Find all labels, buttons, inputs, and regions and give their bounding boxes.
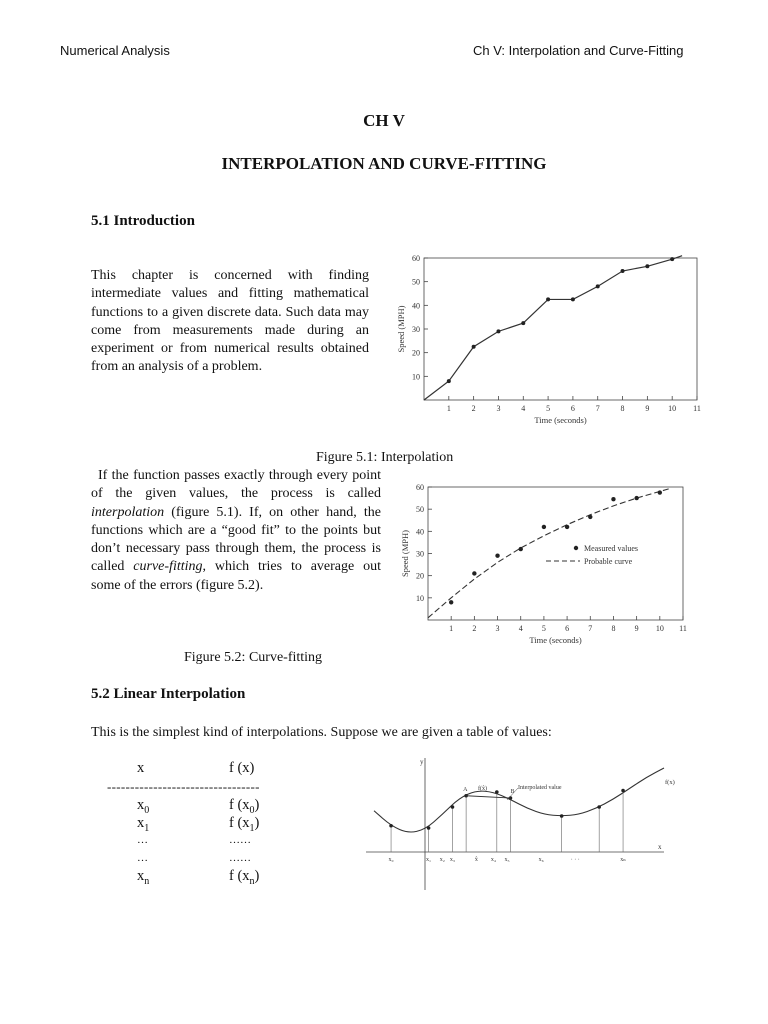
interpolation-paragraph xyxy=(91,467,381,595)
x-tick-label: 4 xyxy=(521,404,526,413)
intro-paragraph: This chapter is concerned with finding intermediate values and fitting mathematical functions to a given discrete data. Such data may come from measurements made during an experiment or from numerical results obtained from an analysis of a problem. xyxy=(91,268,369,375)
y-tick-label: 60 xyxy=(412,254,420,263)
x-axis-label: x xyxy=(658,843,662,851)
y-tick-label: 30 xyxy=(412,325,420,334)
linear-intro: This is the simplest kind of interpolations. Suppose we are given a table of values: xyxy=(91,725,552,740)
term-curve-fitting: curve-fitting xyxy=(133,559,203,575)
measured-point xyxy=(519,547,523,551)
x-tick-label: 11 xyxy=(679,624,687,633)
data-point xyxy=(521,321,525,325)
measured-point xyxy=(472,571,476,575)
legend-label-probable: Probable curve xyxy=(584,557,633,566)
data-point xyxy=(596,284,600,288)
data-point xyxy=(472,345,476,349)
y-tick-label: 40 xyxy=(416,527,424,537)
table-row-value: f $(x_n)$ xyxy=(229,868,260,887)
y-tick-label: 20 xyxy=(416,571,424,581)
function-curve xyxy=(374,768,664,832)
table-header-x: x xyxy=(137,760,145,776)
table-row-value: f $(x_1)$ xyxy=(229,815,260,834)
axis-tick-label: x₅ xyxy=(504,857,510,863)
table-row: … xyxy=(137,852,148,864)
y-axis-label: y xyxy=(420,758,424,766)
y-tick-label: 10 xyxy=(416,593,424,603)
data-point xyxy=(546,297,550,301)
x-tick-label: 2 xyxy=(471,404,476,413)
x-tick-label: 5 xyxy=(541,624,546,633)
axis-tick-label: · · · xyxy=(570,857,580,863)
section-heading-intro: 5.1 Introduction xyxy=(91,213,195,229)
axis-tick-label: x₄ xyxy=(490,857,496,863)
axis-tick-label: x₂ xyxy=(439,857,445,863)
x-tick-label: 6 xyxy=(565,624,570,633)
y-tick-label: 20 xyxy=(412,348,420,358)
x-tick-label: 8 xyxy=(611,624,616,633)
y-tick-label: 10 xyxy=(412,372,420,382)
sample-point xyxy=(495,790,499,794)
term-interpolation: interpolation xyxy=(91,504,165,520)
table-row: $x_1$ xyxy=(137,815,150,834)
x-tick-label: 7 xyxy=(595,404,600,413)
y-axis-label: Speed (MPH) xyxy=(396,305,406,353)
header-right: Ch V: Interpolation and Curve-Fitting xyxy=(473,43,684,58)
sample-point xyxy=(451,805,455,809)
figure-5-2-caption: Figure 5.2: Curve-fitting xyxy=(184,650,323,665)
table-row-value: f $(x_0)$ xyxy=(229,797,260,816)
sample-point xyxy=(427,826,431,830)
x-tick-label: 8 xyxy=(620,404,625,413)
y-tick-label: 40 xyxy=(412,301,420,311)
x-tick-label: 5 xyxy=(546,404,551,413)
measured-point xyxy=(611,497,615,501)
x-tick-label: 1 xyxy=(449,624,454,633)
fxhat-label: f(x̂) xyxy=(478,786,487,792)
paragraph-text-1: If the function passes exactly through every point of the given values, the process is called xyxy=(91,468,381,502)
axis-tick-label: x̂ xyxy=(474,857,478,863)
y-tick-label: 60 xyxy=(416,483,424,492)
measured-point xyxy=(658,490,662,494)
x-tick-label: 10 xyxy=(655,624,664,633)
chapter-number: CH V xyxy=(363,111,405,130)
figure-linear-interpolation xyxy=(362,752,692,892)
paragraph-text-3: , which tries to average out some of the errors (figure 5.2). xyxy=(91,559,381,593)
speed-line xyxy=(424,256,682,400)
table-row: $x_0$ xyxy=(137,797,150,816)
data-point xyxy=(447,379,451,383)
y-axis-label: Speed (MPH) xyxy=(400,530,410,577)
x-tick-label: 3 xyxy=(495,624,500,633)
x-tick-label: 1 xyxy=(446,404,451,413)
measured-point xyxy=(634,496,638,500)
legend-label-measured: Measured values xyxy=(584,544,638,553)
table-row-value: …… xyxy=(229,834,251,846)
data-point xyxy=(571,297,575,301)
point-label-b: B xyxy=(510,789,515,795)
measured-point xyxy=(542,525,546,529)
fx-label: f(x) xyxy=(665,779,675,786)
axis-tick-label: xₙ xyxy=(620,857,626,863)
table-separator: --------------------------------- xyxy=(107,779,260,794)
table-row: $x_n$ xyxy=(137,868,150,887)
x-axis-label: Time (seconds) xyxy=(534,415,587,425)
x-tick-label: 9 xyxy=(645,404,650,413)
interp-label: Interpolated value xyxy=(518,785,562,791)
point-label-a: A xyxy=(463,786,468,793)
sample-point xyxy=(621,789,625,793)
data-point xyxy=(645,264,649,268)
sample-point xyxy=(389,824,393,828)
chapter-title: INTERPOLATION AND CURVE-FITTING xyxy=(221,154,547,173)
sample-point xyxy=(597,805,601,809)
measured-point xyxy=(588,515,592,519)
figure-5-1-caption: Figure 5.1: Interpolation xyxy=(316,450,454,465)
y-tick-label: 30 xyxy=(416,549,424,559)
figure-curve-fitting-chart xyxy=(388,475,708,650)
x-tick-label: 3 xyxy=(496,404,501,413)
figure-interpolation-chart xyxy=(388,240,708,435)
table-row: … xyxy=(137,834,148,846)
data-point xyxy=(621,269,625,273)
data-point xyxy=(670,257,674,261)
table-row-value: …… xyxy=(229,852,251,864)
paragraph-text-2: (figure 5.1). If, on other hand, the functions which are a “good fit” to the points but don’t necessary pass through them, the process is called xyxy=(91,504,381,575)
header-left: Numerical Analysis xyxy=(60,43,170,58)
x-tick-label: 6 xyxy=(570,404,575,413)
x-tick-label: 7 xyxy=(588,624,593,633)
x-tick-label: 9 xyxy=(634,624,639,633)
axis-tick-label: x₀ xyxy=(388,857,394,863)
x-tick-label: 10 xyxy=(668,404,677,413)
measured-point xyxy=(495,554,499,558)
y-tick-label: 50 xyxy=(416,505,424,515)
axis-tick-label: x₆ xyxy=(538,857,544,863)
x-tick-label: 11 xyxy=(693,404,701,413)
x-tick-label: 2 xyxy=(472,624,477,633)
axis-tick-label: x₁ xyxy=(426,857,432,863)
table-header-fx: f (x) xyxy=(229,760,255,776)
section-heading-linear: 5.2 Linear Interpolation xyxy=(91,686,246,702)
data-point xyxy=(496,329,500,333)
x-tick-label: 4 xyxy=(518,624,523,633)
plot-frame xyxy=(424,258,697,400)
sample-point xyxy=(560,814,564,818)
x-axis-label: Time (seconds) xyxy=(529,635,582,645)
measured-point xyxy=(565,525,569,529)
axis-tick-label: x₃ xyxy=(449,857,456,863)
y-tick-label: 50 xyxy=(412,277,420,287)
measured-point xyxy=(449,600,453,604)
legend-marker-measured xyxy=(574,546,578,550)
plot-frame xyxy=(428,487,683,620)
